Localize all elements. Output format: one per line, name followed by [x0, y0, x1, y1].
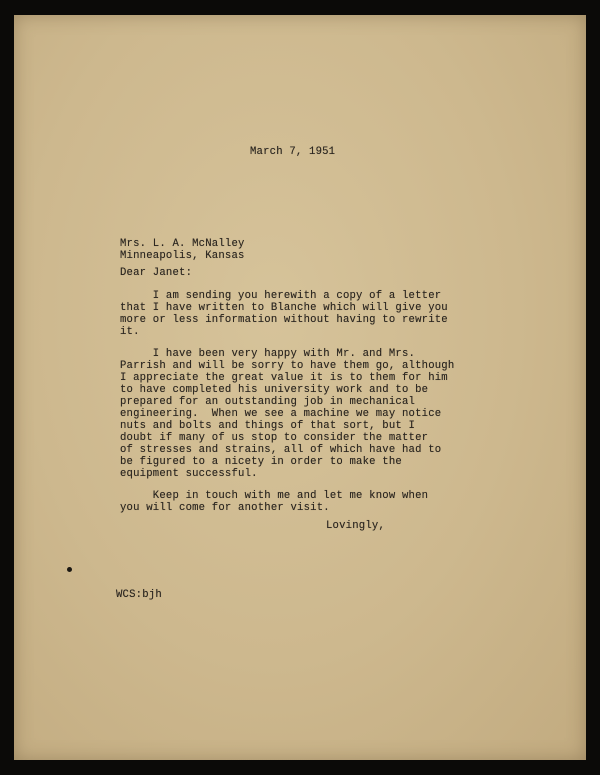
paragraph-line: I appreciate the great value it is to them for him — [120, 372, 448, 384]
paragraph-line: equipment successful. — [120, 468, 258, 480]
paragraph-line: of stresses and strains, all of which have had to — [120, 444, 442, 456]
recipient-name: Mrs. L. A. McNalley — [120, 238, 245, 250]
paragraph-line: prepared for an outstanding job in mechanical — [120, 396, 416, 408]
paragraph-line: to have completed his university work and to be — [120, 384, 429, 396]
paragraph-line: nuts and bolts and things of that sort, but I — [120, 420, 416, 432]
paragraph-line: more or less information without having to rewrite — [120, 314, 448, 326]
closing: Lovingly, — [326, 520, 386, 532]
reference-initials: WCS:bjh — [116, 589, 162, 601]
letter-page — [14, 15, 586, 760]
paragraph-line: be figured to a nicety in order to make the — [120, 456, 402, 468]
letter-date: March 7, 1951 — [250, 146, 336, 158]
paragraph-line: I am sending you herewith a copy of a letter — [120, 290, 442, 302]
paragraph-line: it. — [120, 326, 140, 338]
paragraph-line: that I have written to Blanche which will give you — [120, 302, 448, 314]
paragraph-line: engineering. When we see a machine we may notice — [120, 408, 442, 420]
paragraph-line: Keep in touch with me and let me know when — [120, 490, 429, 502]
paragraph-line: you will come for another visit. — [120, 502, 330, 514]
paragraph-line: Parrish and will be sorry to have them go, although — [120, 360, 455, 372]
recipient-city: Minneapolis, Kansas — [120, 250, 245, 262]
paragraph-line: doubt if many of us stop to consider the matter — [120, 432, 429, 444]
paragraph-line: I have been very happy with Mr. and Mrs. — [120, 348, 416, 360]
punch-hole-mark — [67, 567, 72, 572]
salutation: Dear Janet: — [120, 267, 193, 279]
